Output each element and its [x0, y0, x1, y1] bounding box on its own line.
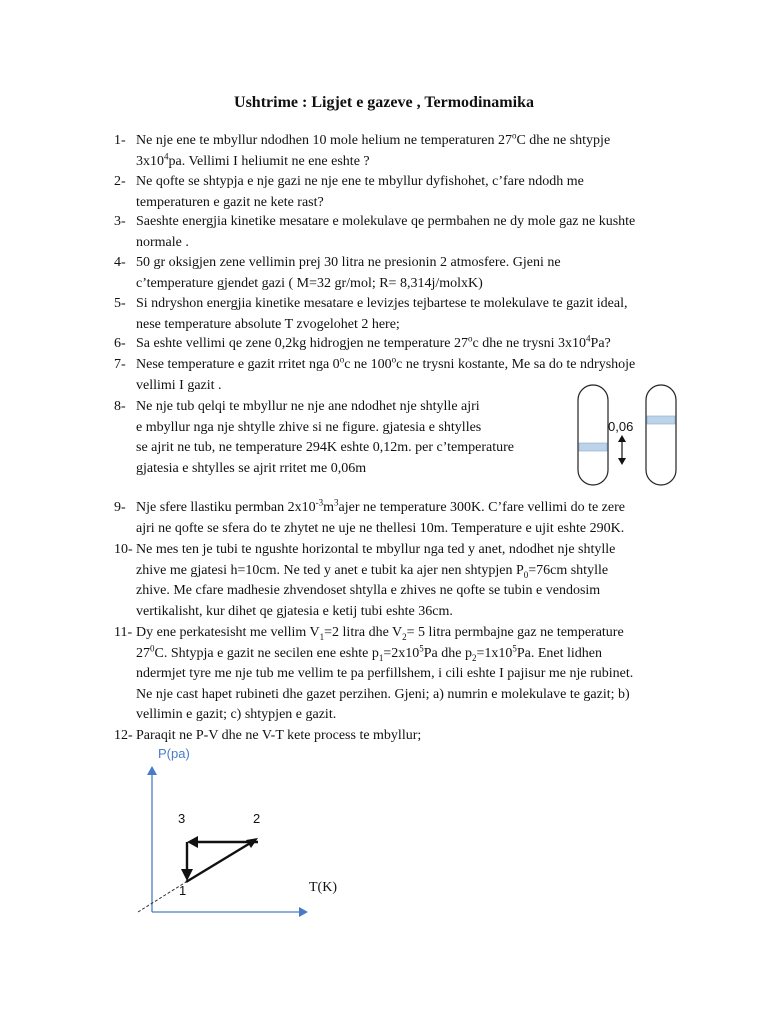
question-text: temperaturen e gazit ne kete rast? — [136, 194, 324, 210]
point-3-label: 3 — [178, 811, 186, 826]
question-number: 9- — [114, 500, 126, 515]
question-text: C dhe ne shtypje — [516, 133, 611, 148]
question-text: Pa? — [590, 336, 611, 351]
question-text: e mbyllur nga nje shtylle zhive si ne figure. gjatesia e shtylles — [136, 419, 482, 435]
degree-mark: 0 — [150, 642, 155, 653]
question-number: 6- — [114, 336, 126, 351]
subscript: 1 — [378, 652, 384, 663]
question-text: ajer ne temperature 300K. C’fare vellimi do te zere — [338, 500, 625, 515]
question-number: 8- — [114, 399, 126, 414]
question-text: 3x10 — [136, 153, 164, 169]
question-text: =2 litra dhe V — [324, 625, 403, 640]
question-text: Pa dhe p — [423, 645, 472, 661]
question-text: vertikalisht, kur dihet qe gjatesia e ketij tubi eshte 36cm. — [136, 603, 453, 619]
degree-mark: o — [511, 130, 517, 141]
exponent: 5 — [419, 642, 424, 653]
arrow-head-down — [618, 458, 626, 465]
question-text: Ne nje ene te mbyllur ndodhen 10 mole helium ne temperaturen 27 — [136, 133, 512, 148]
question-text: 27 — [136, 645, 150, 661]
right-tube — [646, 385, 676, 485]
question-text: =76cm shtylle — [528, 562, 609, 578]
question-text: Sa eshte vellimi qe zene 0,2kg hidrogjen ne temperature 27 — [136, 336, 469, 351]
question-text: gjatesia e shtylles se ajrit rritet me 0,06m — [136, 460, 367, 476]
tube-length-label: 0,06 — [608, 419, 634, 434]
question-text: zhive me gjatesi h=10cm. Ne ted y anet e tubit ka ajer nen shtypjen P — [136, 562, 524, 578]
left-tube — [578, 385, 608, 485]
question-text: m — [323, 500, 335, 515]
subscript: 2 — [471, 652, 477, 663]
subscript: 2 — [402, 631, 407, 642]
question-text: pa. Vellimi I heliumit ne ene eshte ? — [168, 153, 370, 169]
question-number: 11- — [114, 625, 133, 640]
arrow-2-to-3 — [187, 836, 198, 848]
x-axis-arrow — [299, 907, 308, 917]
question-text: Pa. Enet lidhen — [516, 645, 603, 661]
question-text: Dy ene perkatesisht me vellim V — [136, 625, 320, 640]
question-text: vellimi I gazit . — [136, 377, 222, 393]
question-text: =2x10 — [383, 645, 420, 661]
question-number: 12- — [114, 728, 133, 743]
y-axis-arrow — [147, 766, 157, 775]
question-text: Ne qofte se shtypja e nje gazi ne nje ene te mbyllur dyfishohet, c’fare ndodh me — [136, 174, 584, 189]
question-text: se ajrit ne tub, ne temperature 294K eshte 0,12m. per c’temperature — [136, 440, 514, 455]
question-text: Nje sfere llastiku permban 2x10 — [136, 500, 316, 515]
left-mercury-column — [579, 443, 607, 451]
question-text: normale . — [136, 234, 189, 250]
pt-graph — [130, 760, 350, 930]
right-mercury-column — [647, 416, 675, 424]
question-text: ajri ne qofte se sfera do te zhytet ne uje ne thellesi 10m. Temperature e ujit eshte 290K. — [136, 520, 625, 536]
question-text: Ne nje tub qelqi te mbyllur ne nje ane ndodhet nje shtylle ajri — [136, 399, 480, 414]
question-text: Saeshte energjia kinetike mesatare e molekulave qe permbahen ne dy mole gaz ne kushte — [136, 214, 636, 229]
question-text: =1x10 — [476, 645, 513, 661]
question-number: 10- — [114, 542, 133, 557]
question-text: c dhe ne trysni 3x10 — [472, 336, 587, 351]
exponent: -3 — [315, 497, 324, 508]
question-text: nese temperature absolute T zvogelohet 2 here; — [136, 316, 400, 332]
question-text: Paraqit ne P-V dhe ne V-T kete process te mbyllur; — [136, 728, 422, 743]
question-number: 2- — [114, 174, 126, 189]
point-2-label: 2 — [253, 811, 261, 826]
exponent: 5 — [512, 642, 517, 653]
question-text: c’temperature gjendet gazi ( M=32 gr/mol; R= 8,314j/molxK) — [136, 275, 483, 291]
question-number: 4- — [114, 255, 126, 270]
exponent: 4 — [164, 150, 169, 161]
question-number: 7- — [114, 357, 126, 372]
question-text: zhive. Me cfare madhesie zhvendoset shtylla e zhives ne qofte se tubin e vendosim — [136, 583, 601, 598]
exponent: 3 — [334, 497, 339, 508]
subscript: 0 — [523, 569, 529, 580]
degree-mark: o — [339, 354, 345, 365]
question-number: 5- — [114, 296, 126, 311]
question-text: C. Shtypja e gazit ne secilen ene eshte p — [154, 645, 379, 661]
question-text: = 5 litra permbajne gaz ne temperature — [406, 625, 624, 640]
question-text: Si ndryshon energjia kinetike mesatare e levizjes tejbartese te molekulave te gazit ideal, — [136, 296, 628, 311]
question-number: 3- — [114, 214, 126, 229]
question-number: 1- — [114, 133, 126, 148]
question-text: Nese temperature e gazit rritet nga 0 — [136, 357, 340, 372]
question-text: vellimin e gazit; c) shtypjen e gazit. — [136, 707, 337, 722]
question-text: Ne nje cast hapet rubineti dhe gazet perzihen. Gjeni; a) numrin e molekulave te gazit; b) — [136, 686, 630, 702]
question-text: c ne trysni kostante, Me sa do te ndryshoje — [396, 357, 636, 372]
degree-mark: o — [391, 354, 397, 365]
process-1-to-2 — [186, 842, 252, 882]
x-axis-label: T(K) — [309, 880, 337, 895]
page-title: Ushtrime : Ligjet e gazeve , Termodinamika — [234, 94, 534, 111]
y-axis-label: P(pa) — [158, 746, 190, 761]
point-1-label: 1 — [179, 883, 187, 898]
tube-figure — [570, 380, 710, 490]
exponent: 4 — [586, 333, 591, 344]
arrow-head-up — [618, 435, 626, 442]
question-text: ndermjet tyre me nje tub me vellim te pa perfillshem, i cili eshte I pajisur me nje rubinet. — [136, 666, 634, 681]
question-text: Ne mes ten je tubi te ngushte horizontal te mbyllur nga ted y anet, ndodhet nje shtylle — [136, 542, 616, 557]
degree-mark: o — [468, 333, 473, 344]
question-text: c ne 100 — [344, 357, 392, 372]
subscript: 1 — [319, 631, 325, 642]
question-text: 50 gr oksigjen zene vellimin prej 30 litra ne presionin 2 atmosfere. Gjeni ne — [136, 255, 561, 270]
